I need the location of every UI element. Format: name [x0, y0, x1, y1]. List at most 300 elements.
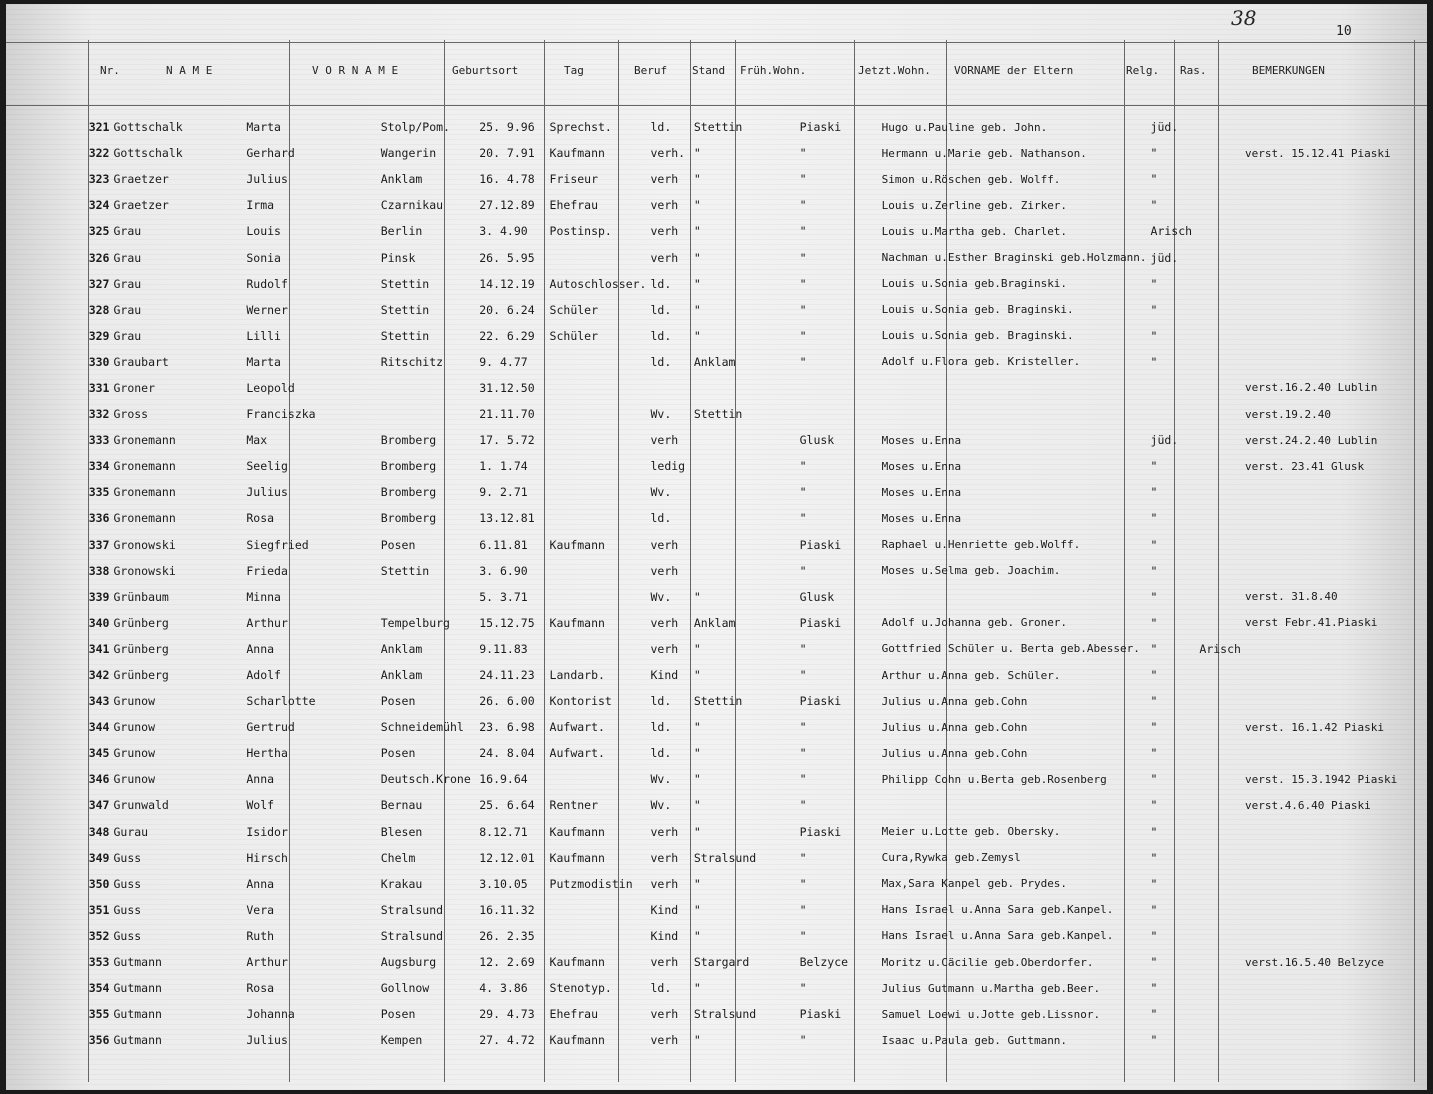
previous-residence-cell [690, 505, 796, 531]
table-row [6, 114, 1427, 140]
birth-date-cell: 9. 2.71 [479, 485, 528, 500]
race-cell [1195, 532, 1241, 558]
current-residence-cell: Glusk [799, 589, 835, 604]
birthplace-cell: Pinsk [380, 250, 416, 265]
religion-cell: " [1150, 146, 1158, 161]
surname-cell: Grau [113, 224, 142, 239]
birth-date-cell: 13.12.81 [479, 511, 535, 526]
parents-names-cell: Julius u.Anna geb.Cohn [881, 720, 1028, 734]
first-name-cell: Gerhard [246, 146, 295, 161]
race-cell [1195, 662, 1241, 688]
marital-status-cell: ld. [650, 746, 672, 761]
table-row [6, 610, 1427, 636]
entry-number-cell: 327 [88, 276, 110, 291]
first-name-cell: Werner [246, 302, 288, 317]
current-residence-cell: " [799, 146, 807, 161]
entry-number-cell: 345 [88, 746, 110, 761]
birthplace-cell: Czarnikau [380, 198, 444, 213]
entry-number-cell: 350 [88, 876, 110, 891]
current-residence-cell: Piaski [799, 537, 842, 552]
birth-date-cell: 16. 4.78 [479, 172, 535, 187]
surname-cell: Grünbaum [113, 589, 169, 604]
parents-names-cell: Samuel Loewi u.Jotte geb.Lissnor. [881, 1007, 1101, 1021]
birth-date-cell: 12. 2.69 [479, 955, 535, 970]
occupation-cell: Rentner [549, 798, 599, 813]
remarks-cell [1241, 1001, 1427, 1027]
birth-date-cell: 8.12.71 [479, 824, 528, 839]
first-name-cell: Minna [246, 589, 281, 604]
race-cell [1195, 349, 1241, 375]
current-residence-cell: " [799, 850, 807, 865]
current-residence-cell [796, 375, 878, 401]
table-row [6, 897, 1427, 923]
occupation-cell [546, 636, 647, 662]
header-geburtsort: Geburtsort [452, 64, 519, 77]
birthplace-cell: Gollnow [380, 981, 430, 996]
remarks-cell: verst.16.2.40 Lublin [1244, 381, 1378, 395]
occupation-cell [546, 479, 647, 505]
birthplace-cell: Stettin [380, 302, 430, 317]
religion-cell: " [1150, 902, 1158, 917]
occupation-cell: Aufwart. [549, 720, 605, 735]
remarks-cell [1241, 166, 1427, 192]
marital-status-cell: ledig [650, 459, 686, 474]
religion-cell: " [1150, 511, 1158, 526]
first-name-cell: Irma [246, 198, 275, 213]
table-row [6, 975, 1427, 1001]
birth-date-cell: 4. 3.86 [479, 981, 528, 996]
parents-names-cell [878, 375, 1147, 401]
table-row [6, 349, 1427, 375]
previous-residence-cell: " [693, 824, 701, 839]
marital-status-cell: Kind [650, 928, 679, 943]
first-name-cell: Julius [246, 172, 288, 187]
surname-cell: Guss [113, 902, 142, 917]
marital-status-cell: ld. [650, 120, 672, 135]
birth-date-cell: 15.12.75 [479, 615, 535, 630]
race-cell [1195, 714, 1241, 740]
occupation-cell [546, 505, 647, 531]
birthplace-cell: Anklam [380, 641, 423, 656]
birthplace-cell: Stolp/Pom. [380, 120, 450, 135]
entry-number-cell: 330 [88, 354, 110, 369]
header-bottom-rule [6, 105, 1427, 106]
birth-date-cell: 25. 6.64 [479, 798, 535, 813]
remarks-cell [1241, 897, 1427, 923]
current-residence-cell: " [799, 668, 807, 683]
birthplace-cell: Kempen [380, 1033, 423, 1048]
birth-date-cell: 26. 2.35 [479, 928, 535, 943]
occupation-cell [546, 584, 647, 610]
current-residence-cell: Piaski [799, 120, 842, 135]
religion-cell: " [1150, 824, 1158, 839]
surname-cell: Grau [113, 302, 142, 317]
occupation-cell: Putzmodistin [549, 876, 633, 891]
race-cell [1195, 401, 1241, 427]
religion-cell: jüd. [1150, 250, 1179, 265]
entry-number-cell: 352 [88, 928, 110, 943]
religion-cell: " [1150, 563, 1158, 578]
current-residence-cell: " [799, 720, 807, 735]
previous-residence-cell: " [693, 328, 701, 343]
surname-cell: Gottschalk [113, 120, 183, 135]
birth-date-cell: 3.10.05 [479, 876, 528, 891]
entry-number-cell: 355 [88, 1007, 110, 1022]
race-cell [1195, 166, 1241, 192]
marital-status-cell: verh [650, 1033, 679, 1048]
table-row [6, 271, 1427, 297]
remarks-cell [1241, 532, 1427, 558]
current-residence-cell: " [799, 328, 807, 343]
surname-cell: Gottschalk [113, 146, 183, 161]
first-name-cell: Rosa [246, 981, 275, 996]
birthplace-cell: Posen [380, 694, 416, 709]
first-name-cell: Julius [246, 485, 288, 500]
parents-names-cell: Louis u.Sonia geb.Braginski. [881, 277, 1068, 291]
previous-residence-cell: " [693, 720, 701, 735]
marital-status-cell: Wv. [650, 772, 672, 787]
birth-date-cell: 3. 4.90 [479, 224, 528, 239]
table-row [6, 453, 1427, 479]
race-cell [1195, 766, 1241, 792]
marital-status-cell: Wv. [650, 485, 672, 500]
birth-date-cell: 22. 6.29 [479, 328, 535, 343]
marital-status-cell: verh [650, 433, 679, 448]
surname-cell: Gronowski [113, 537, 176, 552]
table-row [6, 688, 1427, 714]
header-eltern: VORNAME der Eltern [954, 64, 1074, 77]
first-name-cell: Marta [246, 354, 281, 369]
religion-cell [1147, 375, 1196, 401]
birth-date-cell: 29. 4.73 [479, 1007, 535, 1022]
surname-cell: Grunow [113, 746, 156, 761]
previous-residence-cell: Stettin [693, 407, 743, 422]
birthplace-cell: Augsburg [380, 955, 437, 970]
entry-number-cell: 324 [88, 198, 110, 213]
table-row [6, 766, 1427, 792]
table-row [6, 949, 1427, 975]
current-residence-cell: Belzyce [799, 955, 849, 970]
birth-date-cell: 17. 5.72 [479, 433, 535, 448]
previous-residence-cell: Stettin [693, 694, 743, 709]
surname-cell: Gronemann [113, 511, 176, 526]
religion-cell: " [1150, 172, 1158, 187]
first-name-cell: Isidor [246, 824, 288, 839]
current-residence-cell: " [799, 485, 807, 500]
entry-number-cell: 328 [88, 302, 110, 317]
race-cell [1195, 427, 1241, 453]
surname-cell: Guss [113, 850, 142, 865]
table-row [6, 401, 1427, 427]
occupation-cell: Ehefrau [549, 1007, 599, 1022]
birth-date-cell: 1. 1.74 [479, 459, 528, 474]
remarks-cell [1241, 819, 1427, 845]
birthplace-cell: Bromberg [380, 459, 437, 474]
birth-date-cell: 3. 6.90 [479, 563, 528, 578]
parents-names-cell: Julius u.Anna geb.Cohn [881, 746, 1028, 760]
table-row [6, 662, 1427, 688]
occupation-cell [546, 766, 647, 792]
remarks-cell: verst.19.2.40 [1244, 407, 1332, 421]
entry-number-cell: 342 [88, 668, 110, 683]
remarks-cell [1241, 505, 1427, 531]
marital-status-cell: verh [650, 563, 679, 578]
header-vorname: V O R N A M E [312, 64, 399, 77]
current-residence-cell: Piaski [799, 824, 842, 839]
header-bemerkungen: BEMERKUNGEN [1252, 64, 1325, 77]
religion-cell: " [1150, 955, 1158, 970]
table-row [6, 792, 1427, 818]
current-residence-cell: " [799, 198, 807, 213]
parents-names-cell [878, 401, 1147, 427]
previous-residence-cell: Anklam [693, 354, 736, 369]
birthplace-cell: Stettin [380, 276, 430, 291]
table-row [6, 532, 1427, 558]
entry-number-cell: 346 [88, 772, 110, 787]
birthplace-cell: Anklam [380, 668, 423, 683]
birthplace-cell: Tempelburg [380, 615, 450, 630]
parents-names-cell: Hugo u.Pauline geb. John. [881, 120, 1048, 134]
previous-residence-cell: " [693, 302, 701, 317]
remarks-cell [1241, 636, 1427, 662]
parents-names-cell: Hermann u.Marie geb. Nathanson. [881, 146, 1087, 160]
remarks-cell [1241, 479, 1427, 505]
parents-names-cell: Adolf u.Johanna geb. Groner. [881, 616, 1068, 630]
surname-cell: Graubart [113, 354, 169, 369]
race-cell [1195, 1027, 1241, 1053]
birth-date-cell: 26. 5.95 [479, 250, 535, 265]
race-cell [1195, 375, 1241, 401]
marital-status-cell: ld. [650, 511, 672, 526]
occupation-cell: Ehefrau [549, 198, 599, 213]
marital-status-cell: ld. [650, 694, 672, 709]
marital-status-cell: verh [650, 615, 679, 630]
birthplace-cell: Berlin [380, 224, 423, 239]
race-cell [1195, 871, 1241, 897]
previous-residence-cell [690, 375, 796, 401]
current-residence-cell: " [799, 250, 807, 265]
religion-cell: " [1150, 641, 1158, 656]
parents-names-cell: Philipp Cohn u.Berta geb.Rosenberg [881, 772, 1107, 786]
entry-number-cell: 326 [88, 250, 110, 265]
occupation-cell: Landarb. [549, 668, 605, 683]
parents-names-cell: Nachman u.Esther Braginski geb.Holzmann. [881, 251, 1147, 265]
surname-cell: Grau [113, 276, 142, 291]
parents-names-cell: Moses u.Selma geb. Joachim. [881, 564, 1061, 578]
marital-status-cell: ld. [650, 328, 672, 343]
previous-residence-cell: " [693, 772, 701, 787]
current-residence-cell: " [799, 354, 807, 369]
marital-status-cell: verh [650, 641, 679, 656]
table-row [6, 297, 1427, 323]
surname-cell: Grunow [113, 772, 156, 787]
occupation-cell [546, 427, 647, 453]
marital-status-cell: verh [650, 850, 679, 865]
marital-status-cell: Kind [650, 902, 679, 917]
religion-cell: " [1150, 668, 1158, 683]
parents-names-cell: Moses u.Enna [881, 511, 962, 525]
race-cell [1195, 792, 1241, 818]
occupation-cell [546, 558, 647, 584]
current-residence-cell: " [799, 772, 807, 787]
surname-cell: Grau [113, 328, 142, 343]
race-cell [1195, 192, 1241, 218]
previous-residence-cell [690, 532, 796, 558]
surname-cell: Gutmann [113, 1033, 162, 1048]
birth-date-cell: 16.9.64 [479, 772, 528, 787]
birth-date-cell: 5. 3.71 [479, 589, 528, 604]
first-name-cell: Franciszka [246, 407, 316, 422]
race-cell [1195, 584, 1241, 610]
surname-cell: Groner [113, 380, 156, 395]
birth-date-cell: 27. 4.72 [479, 1033, 535, 1048]
occupation-cell: Friseur [549, 172, 599, 187]
current-residence-cell: Glusk [799, 433, 835, 448]
religion-cell: " [1150, 981, 1158, 996]
parents-names-cell: Isaac u.Paula geb. Guttmann. [881, 1033, 1068, 1047]
remarks-cell [1241, 1027, 1427, 1053]
register-table [6, 114, 1427, 1053]
religion-cell: " [1150, 302, 1158, 317]
religion-cell: " [1150, 328, 1158, 343]
occupation-cell [546, 375, 647, 401]
surname-cell: Grünberg [113, 668, 169, 683]
remarks-cell [1241, 871, 1427, 897]
birthplace-cell: Bromberg [380, 433, 437, 448]
header-name: N A M E [166, 64, 213, 77]
parents-names-cell: Max,Sara Kanpel geb. Prydes. [881, 877, 1068, 891]
birthplace-cell: Krakau [380, 876, 423, 891]
occupation-cell [546, 923, 647, 949]
parents-names-cell: Louis u.Zerline geb. Zirker. [881, 198, 1068, 212]
entry-number-cell: 339 [88, 589, 110, 604]
table-row [6, 636, 1427, 662]
current-residence-cell: " [799, 224, 807, 239]
religion-cell: " [1150, 720, 1158, 735]
previous-residence-cell: Stargard [693, 955, 750, 970]
first-name-cell: Gertrud [246, 720, 295, 735]
parents-names-cell: Louis u.Sonia geb. Braginski. [881, 303, 1074, 317]
remarks-cell [1241, 114, 1427, 140]
previous-residence-cell: " [693, 981, 701, 996]
first-name-cell: Hirsch [246, 850, 288, 865]
entry-number-cell: 335 [88, 485, 110, 500]
current-residence-cell: " [799, 746, 807, 761]
remarks-cell [1241, 662, 1427, 688]
parents-names-cell: Hans Israel u.Anna Sara geb.Kanpel. [881, 903, 1114, 917]
remarks-cell [1241, 558, 1427, 584]
entry-number-cell: 329 [88, 328, 110, 343]
entry-number-cell: 349 [88, 850, 110, 865]
birth-date-cell: 16.11.32 [479, 902, 535, 917]
entry-number-cell: 356 [88, 1033, 110, 1048]
header-stand: Stand [692, 64, 726, 77]
previous-residence-cell: Stralsund [693, 850, 757, 865]
marital-status-cell: ld. [650, 720, 672, 735]
race-cell [1195, 479, 1241, 505]
race-cell [1195, 297, 1241, 323]
table-row [6, 427, 1427, 453]
surname-cell: Graetzer [113, 198, 169, 213]
religion-cell: jüd. [1150, 433, 1179, 448]
religion-cell: " [1150, 1033, 1158, 1048]
parents-names-cell: Moses u.Enna [881, 459, 962, 473]
first-name-cell: Scharlotte [246, 694, 316, 709]
entry-number-cell: 348 [88, 824, 110, 839]
entry-number-cell: 347 [88, 798, 110, 813]
birth-date-cell: 6.11.81 [479, 537, 528, 552]
previous-residence-cell [690, 479, 796, 505]
header-jetzt-wohn: Jetzt.Wohn. [858, 64, 931, 77]
current-residence-cell: " [799, 981, 807, 996]
current-residence-cell: Piaski [799, 694, 842, 709]
entry-number-cell: 322 [88, 146, 110, 161]
previous-residence-cell: " [693, 798, 701, 813]
birth-date-cell: 20. 6.24 [479, 302, 535, 317]
religion-cell: " [1150, 798, 1158, 813]
previous-residence-cell: " [693, 902, 701, 917]
birthplace-cell: Wangerin [380, 146, 437, 161]
first-name-cell: Siegfried [246, 537, 309, 552]
occupation-cell: Kaufmann [549, 146, 605, 161]
religion-cell: " [1150, 459, 1158, 474]
parents-names-cell: Louis u.Martha geb. Charlet. [881, 224, 1068, 238]
first-name-cell: Adolf [246, 668, 281, 683]
remarks-cell: verst.16.5.40 Belzyce [1244, 955, 1385, 969]
religion-cell: " [1150, 354, 1158, 369]
remarks-cell [1241, 349, 1427, 375]
entry-number-cell: 344 [88, 720, 110, 735]
header-religion: Relg. [1126, 64, 1160, 77]
current-residence-cell: Piaski [799, 615, 842, 630]
occupation-cell [546, 453, 647, 479]
register-page [6, 4, 1427, 1090]
remarks-cell: verst. 23.41 Glusk [1244, 459, 1365, 473]
birthplace-cell [377, 584, 475, 610]
first-name-cell: Sonia [246, 250, 281, 265]
entry-number-cell: 325 [88, 224, 110, 239]
table-row [6, 166, 1427, 192]
parents-names-cell [878, 584, 1147, 610]
race-cell [1195, 1001, 1241, 1027]
occupation-cell: Kaufmann [549, 1033, 605, 1048]
race-cell [1195, 218, 1241, 244]
race-cell [1195, 271, 1241, 297]
birth-date-cell: 9.11.83 [479, 641, 528, 656]
table-row [6, 218, 1427, 244]
birth-date-cell: 23. 6.98 [479, 720, 535, 735]
remarks-cell [1241, 323, 1427, 349]
remarks-cell [1241, 218, 1427, 244]
first-name-cell: Anna [246, 772, 275, 787]
header-tag: Tag [564, 64, 584, 77]
entry-number-cell: 343 [88, 694, 110, 709]
race-cell [1195, 845, 1241, 871]
previous-residence-cell: " [693, 172, 701, 187]
birthplace-cell: Posen [380, 746, 416, 761]
remarks-cell: verst. 31.8.40 [1244, 590, 1338, 604]
marital-status-cell: verh. [650, 146, 686, 161]
surname-cell: Gross [113, 407, 149, 422]
marital-status-cell: verh [650, 198, 679, 213]
religion-cell: " [1150, 772, 1158, 787]
first-name-cell: Arthur [246, 615, 288, 630]
birth-date-cell: 14.12.19 [479, 276, 535, 291]
birth-date-cell: 27.12.89 [479, 198, 535, 213]
entry-number-cell: 336 [88, 511, 110, 526]
first-name-cell: Hertha [246, 746, 288, 761]
header-beruf: Beruf [634, 64, 668, 77]
